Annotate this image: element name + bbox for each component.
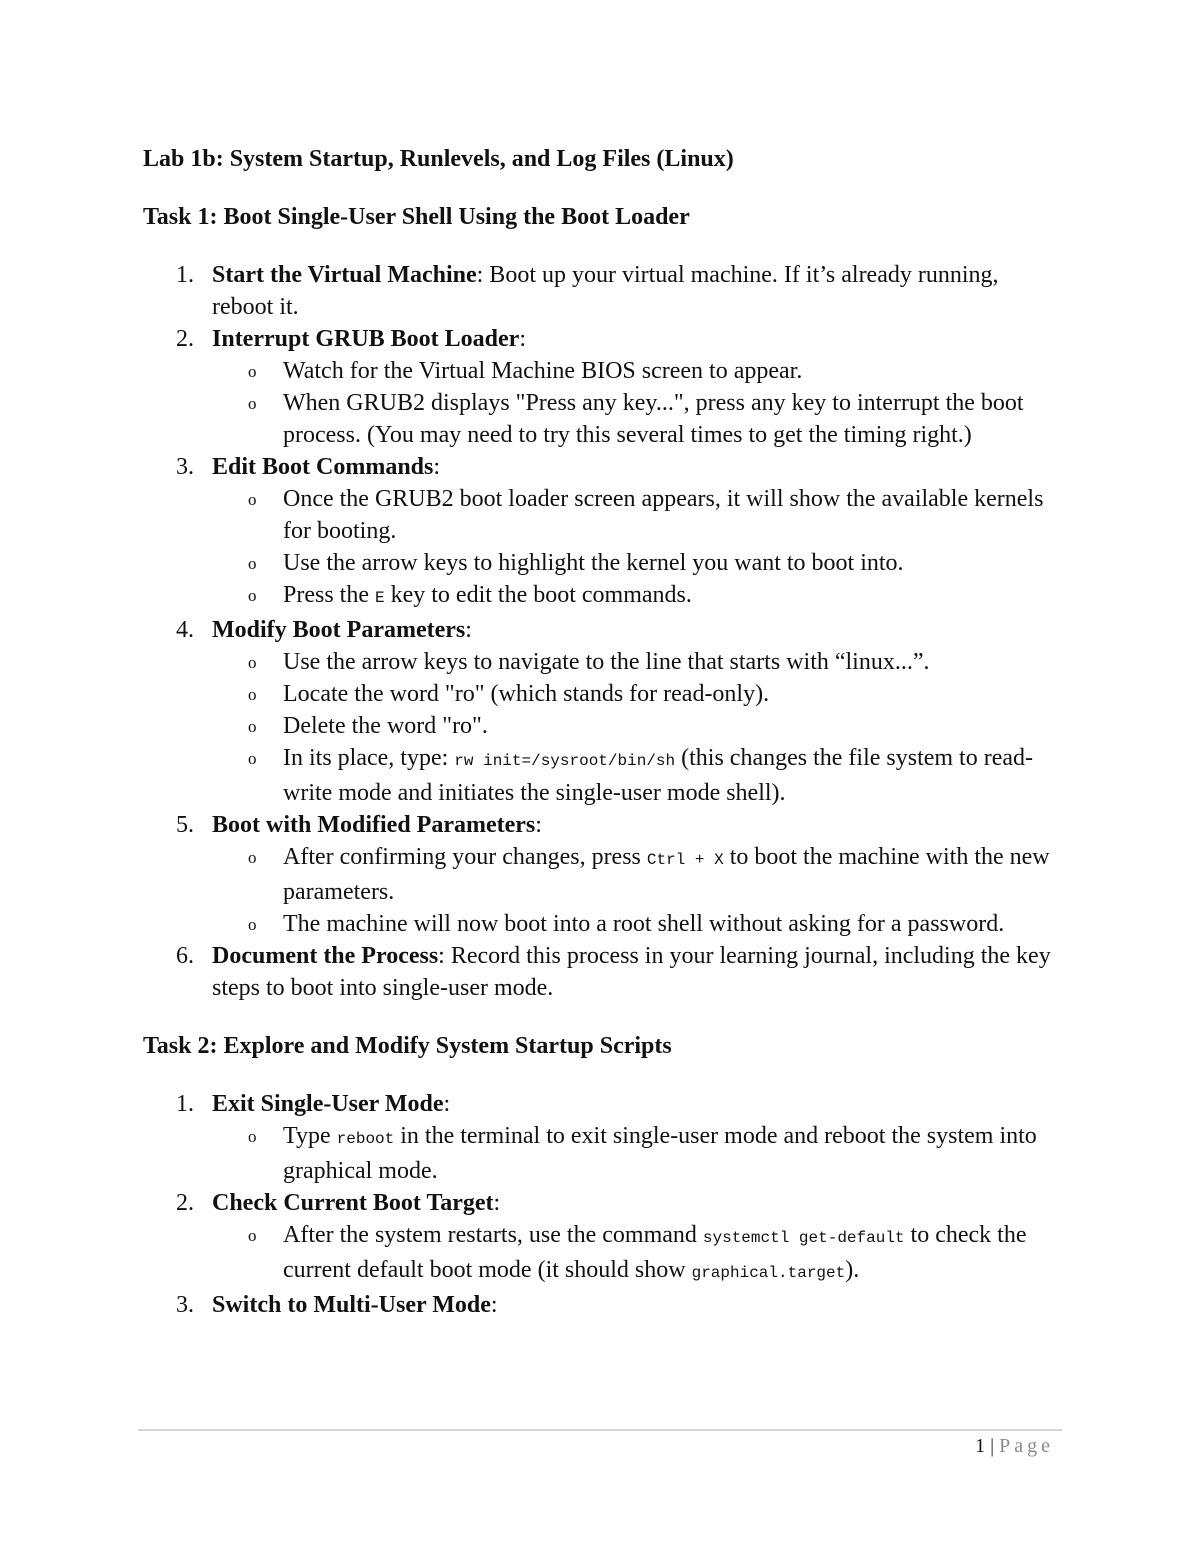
step-label: Start the Virtual Machine bbox=[212, 262, 477, 288]
sub-list bbox=[212, 1120, 1053, 1187]
step-label: Boot with Modified Parameters bbox=[212, 812, 536, 838]
bullet-icon: o bbox=[248, 685, 257, 704]
sub-item bbox=[212, 646, 1053, 678]
inline-code: rw init=/sysroot/bin/sh bbox=[454, 752, 676, 770]
step-label: Document the Process bbox=[212, 943, 439, 969]
step-text: : Record this process in your learning journal, including the key steps to boot into single-user mode. bbox=[212, 943, 1051, 1001]
sub-item bbox=[212, 483, 1053, 547]
sub-item bbox=[212, 908, 1053, 940]
sub-list bbox=[212, 483, 1053, 614]
bullet-icon: o bbox=[248, 653, 257, 672]
task-2-heading: Task 2: Explore and Modify System Startup Scripts bbox=[143, 1033, 672, 1059]
sub-text: Use the arrow keys to navigate to the line that starts with “linux...”. bbox=[283, 649, 930, 675]
sub-item bbox=[212, 1219, 1053, 1289]
step-text: : bbox=[535, 812, 542, 838]
step-number: 2. bbox=[176, 326, 194, 352]
step-label: Interrupt GRUB Boot Loader bbox=[212, 326, 520, 352]
footer-divider bbox=[138, 1429, 1062, 1431]
step-item bbox=[143, 1187, 1053, 1289]
bullet-icon: o bbox=[248, 394, 257, 413]
step-text: : bbox=[443, 1091, 451, 1117]
sub-item bbox=[212, 547, 1053, 579]
sub-list bbox=[212, 646, 1053, 809]
step-label: Check Current Boot Target bbox=[212, 1190, 494, 1216]
task-1-heading: Task 1: Boot Single-User Shell Using the Boot Loader bbox=[143, 204, 690, 230]
step-label: Switch to Multi-User Mode bbox=[212, 1292, 491, 1318]
step-label: Modify Boot Parameters bbox=[212, 617, 466, 643]
sub-text: (this changes the file system to read-write mode and initiates the single-user mode shell). bbox=[283, 745, 1034, 806]
bullet-icon: o bbox=[248, 586, 257, 605]
step-label: Edit Boot Commands bbox=[212, 454, 434, 480]
step-text: : bbox=[433, 454, 441, 480]
inline-code: E bbox=[375, 589, 385, 607]
step-number: 1. bbox=[176, 1091, 194, 1117]
page-footer bbox=[975, 1433, 1054, 1459]
sub-item bbox=[212, 1120, 1053, 1187]
step-item bbox=[143, 809, 1053, 940]
bullet-icon: o bbox=[248, 490, 257, 509]
step-number: 2. bbox=[176, 1190, 194, 1216]
inline-code: graphical.target bbox=[691, 1264, 846, 1282]
bullet-icon: o bbox=[248, 1226, 257, 1245]
step-number: 4. bbox=[176, 617, 194, 643]
step-label: Exit Single-User Mode bbox=[212, 1091, 444, 1117]
step-number: 6. bbox=[176, 943, 194, 969]
sub-list bbox=[212, 841, 1053, 940]
bullet-icon: o bbox=[248, 749, 257, 768]
sub-text: The machine will now boot into a root shell without asking for a password. bbox=[283, 911, 1005, 937]
sub-text: After confirming your changes, press bbox=[283, 844, 647, 870]
sub-text: After the system restarts, use the command bbox=[283, 1222, 703, 1248]
sub-text: In its place, type: bbox=[283, 745, 455, 771]
inline-code: systemctl get-default bbox=[702, 1229, 905, 1247]
step-item bbox=[143, 259, 1053, 323]
sub-text: Press the bbox=[283, 582, 375, 608]
step-text: : bbox=[490, 1292, 498, 1318]
sub-text: Once the GRUB2 boot loader screen appears, it will show the available kernels for booting. bbox=[283, 486, 1044, 544]
bullet-icon: o bbox=[248, 915, 257, 934]
step-number: 3. bbox=[176, 1292, 194, 1318]
step-text: : bbox=[519, 326, 526, 352]
sub-text: ). bbox=[845, 1257, 860, 1283]
step-number: 5. bbox=[176, 812, 194, 838]
bullet-icon: o bbox=[248, 362, 257, 381]
step-number: 3. bbox=[176, 454, 194, 480]
sub-text: key to edit the boot commands. bbox=[384, 582, 692, 608]
sub-text: to boot the machine with the new parameters. bbox=[283, 844, 1050, 905]
task-1-steps bbox=[143, 259, 1053, 1004]
sub-item bbox=[212, 355, 1053, 387]
inline-code: reboot bbox=[336, 1130, 395, 1148]
step-item bbox=[143, 940, 1053, 1004]
step-item bbox=[143, 614, 1053, 809]
bullet-icon: o bbox=[248, 717, 257, 736]
step-text: : bbox=[493, 1190, 501, 1216]
bullet-icon: o bbox=[248, 1127, 257, 1146]
sub-item bbox=[212, 841, 1053, 908]
sub-text: Type bbox=[283, 1123, 337, 1149]
sub-text: in the terminal to exit single-user mode and reboot the system into graphical mode. bbox=[283, 1123, 1037, 1184]
sub-text: Locate the word "ro" (which stands for read-only). bbox=[283, 681, 770, 707]
sub-text: When GRUB2 displays "Press any key...", press any key to interrupt the boot process. (You may need to try this several times to get the timing right.) bbox=[283, 390, 1024, 448]
sub-text: Delete the word "ro". bbox=[283, 713, 488, 739]
sub-list bbox=[212, 1219, 1053, 1289]
sub-item bbox=[212, 678, 1053, 710]
sub-list bbox=[212, 355, 1053, 451]
document-body bbox=[143, 143, 1053, 1321]
page-word: Page bbox=[999, 1435, 1054, 1457]
footer-separator: | bbox=[990, 1435, 995, 1457]
step-item bbox=[143, 1289, 1053, 1321]
sub-text: Watch for the Virtual Machine BIOS screen to appear. bbox=[283, 358, 803, 384]
task-2-steps bbox=[143, 1088, 1053, 1321]
inline-code: Ctrl + X bbox=[646, 851, 724, 869]
sub-item bbox=[212, 710, 1053, 742]
step-text: : Boot up your virtual machine. If it’s already running, reboot it. bbox=[212, 262, 999, 320]
step-item bbox=[143, 1088, 1053, 1187]
bullet-icon: o bbox=[248, 554, 257, 573]
sub-text: Use the arrow keys to highlight the kernel you want to boot into. bbox=[283, 550, 904, 576]
step-item bbox=[143, 451, 1053, 614]
bullet-icon: o bbox=[248, 848, 257, 867]
step-text: : bbox=[465, 617, 472, 643]
sub-item bbox=[212, 579, 1053, 614]
sub-item bbox=[212, 387, 1053, 451]
step-number: 1. bbox=[176, 262, 194, 288]
step-item bbox=[143, 323, 1053, 451]
document-title: Lab 1b: System Startup, Runlevels, and Log Files (Linux) bbox=[143, 146, 734, 172]
page-number: 1 bbox=[975, 1435, 986, 1457]
sub-item bbox=[212, 742, 1053, 809]
sub-text: to check the current default boot mode (it should show bbox=[283, 1222, 1027, 1283]
